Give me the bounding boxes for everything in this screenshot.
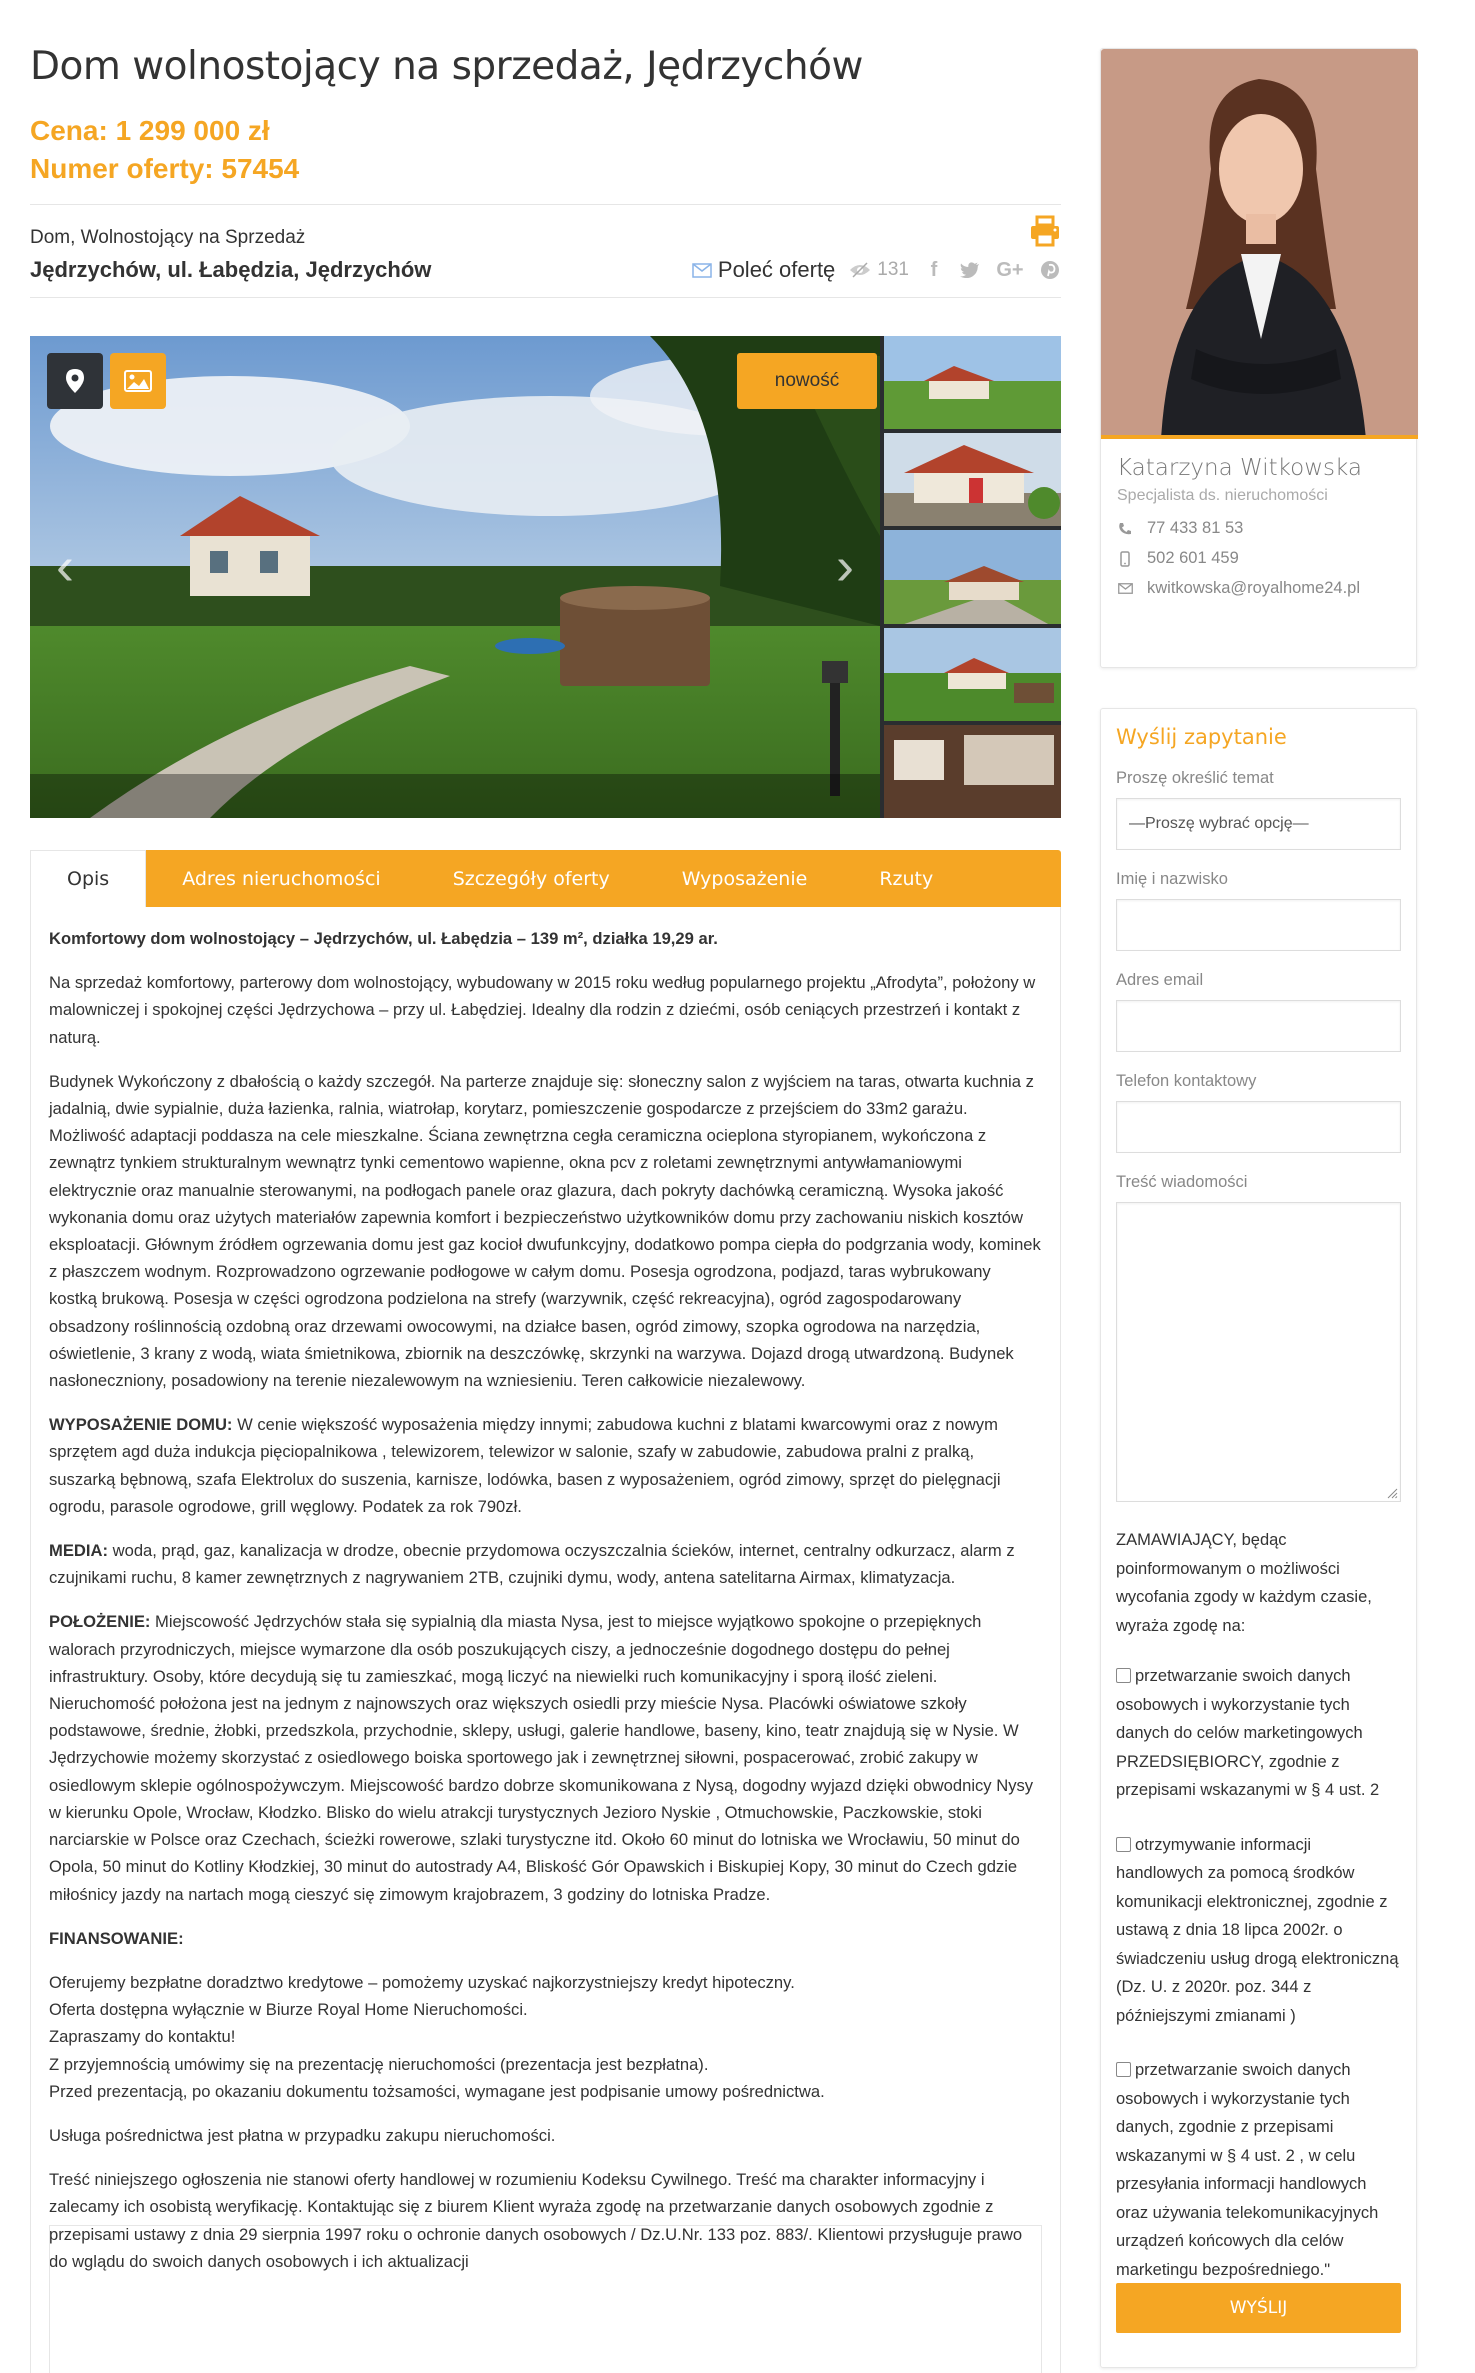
tab-floorplans[interactable]: Rzuty	[879, 867, 934, 890]
phone-input[interactable]	[1116, 1101, 1401, 1153]
envelope-icon	[692, 263, 712, 278]
views-count: 131	[877, 259, 909, 280]
description-paragraph: Budynek Wykończony z dbałością o każdy szczegół. Na parterze znajduje się: słoneczny salon z wyjściem na taras, otwarta kuchnia z jadalnią, dwie sypialnie, duża łazienka, ralnia, wiatrołap, korytarz, pomieszczenie gospodarcze z przejściem do 33m2 garażu. Możliwość adaptacji poddasza na cele mieszkalne. Ściana zewnętrzna cegła ceramiczna ocieplona styropianem, wykończona z zewnątrz tynkiem strukturalnym wewnątrz tynki cementowo wapienne, okna pcv z roletami zewnętrznymi antywłamaniowymi elektrycznie oraz manualnie sterowanymi, na podłogach panele oraz glazura, dach pokryty dachówką ceramiczną. Wysoka jakość wykonania domu oraz użytych materiałów zapewnia komfort i bezpieczeństwo użytkowników domu przy zachowaniu niskich kosztów eksploatacji. Głównym źródłem ogrzewania domu jest gaz kocioł dwufunkcyjny, dodatkowo pompa ciepła do podgrzania wody, kominek z płaszczem wodnym. Rozprowadzono ogrzewanie podłogowe w całym domu. Posesja ogrodzona, podjazd, taras wybrukowany kostką brukową. Posesja w części ogrodzona podzielona na strefy (warzywnik, część rekreacyjna), ogród zagospodarowany obsadzony roślinnością ozdobną oraz drzewami owocowymi, na działce basen, ogród zimowy, szopka ogrodowa na narzędzia, oświetlenie, 3 krany z wodą, wiata śmietnikowa, zbiornik na deszczówkę, skrzynki na warzywa. Dojazd drogą utwardzoną. Budynek nasłoneczniony, posadowiony na terenie niezalewowym na wzniesieniu. Teren całkowicie niezalewowy.	[49, 1071, 1041, 1391]
agent-role: Specjalista ds. nieruchomości	[1117, 487, 1328, 504]
tab-details[interactable]: Szczegóły oferty	[452, 867, 610, 890]
gallery-caption-bar	[30, 774, 880, 818]
agent-name: Katarzyna Witkowska	[1117, 455, 1363, 481]
recommend-label: Poleć ofertę	[717, 257, 836, 282]
name-label: Imię i nazwisko	[1116, 870, 1228, 888]
phone-icon	[1117, 520, 1133, 538]
media-paragraph: MEDIA: woda, prąd, gaz, kanalizacja w drodze, obecnie przydomowa oczyszczalnia ścieków, internet, centralny odkurzacz, alarm z czujnikami ruchu, 8 kamer zewnętrznych z nagrywaniem 2TB, czujniki dymu, wody, antena satelitarna Airmax, klimatyzacja.	[49, 1541, 1015, 1588]
section-label: POŁOŻENIE:	[49, 1612, 151, 1632]
tab-address[interactable]: Adres nieruchomości	[182, 867, 381, 890]
submit-button[interactable]: WYŚLIJ	[1116, 2283, 1401, 2333]
listing-main	[30, 40, 1061, 2373]
inquiry-form	[1100, 708, 1417, 2368]
subject-select[interactable]: —Proszę wybrać opcję—	[1116, 798, 1401, 850]
agent-phone[interactable]: 77 433 81 53	[1117, 519, 1416, 538]
property-type: Dom, Wolnostojący na Sprzedaż	[30, 227, 306, 248]
pinterest-icon[interactable]	[1039, 259, 1061, 281]
prev-arrow-icon[interactable]: ‹	[56, 536, 74, 596]
description-paragraph: Na sprzedaż komfortowy, parterowy dom wolnostojący, wybudowany w 2015 roku według popularnego projektu „Afrodyta”, położony w malowniczej i spokojnej części Jędrzychowa – przy ul. Łabędziej. Idealny dla rodzin z dziećmi, osób ceniących przestrzeń i kontakt z naturą.	[49, 973, 1036, 1047]
consent-checkbox[interactable]	[1116, 2062, 1131, 2077]
agent-email[interactable]: kwitkowska@royalhome24.pl	[1117, 579, 1416, 598]
tab-equipment[interactable]: Wyposażenie	[681, 867, 808, 890]
envelope-icon	[1117, 580, 1133, 598]
equipment-paragraph: WYPOSAŻENIE DOMU: W cenie większość wyposażenia między innymi; zabudowa kuchni z blatami kwarcowymi oraz z nowym sprzętem agd duża indukcja pięciopalnikowa , telewizorem, telewizor w salonie, szafy w zabudowie, zabudowa pralni z pralką, suszarką bębnową, szafa Elektrolux do suszenia, karnisze, lodówka, basen z wyposażeniem, ogród zimowy, sprzęt do pielęgnacji ogrodu, parasole ogrodowe, grill węglowy. Podatek za rok 790zł.	[49, 1415, 1001, 1516]
sidebar	[1100, 48, 1417, 2368]
disclaimer: Treść niniejszego ogłoszenia nie stanowi oferty handlowej w rozumieniu Kodeksu Cywilnego. Treść ma charakter informacyjny i zalecamy ich osobistą weryfikację. Kontaktując się z biurem Klient wyraża zgodę na przetwarzanie danych osobowych zgodnie z przepisami ustawy z dnia 29 sierpnia 1997 roku o ochronie danych osobowych / Dz.U.Nr. 133 poz. 883/. Klientowi przysługuje prawo do wglądu do swoich danych osobowych i ich aktualizacji	[49, 2170, 1023, 2271]
consent-intro: ZAMAWIAJĄCY, będąc poinformowanym o możliwości wycofania zgody w każdym czasie, wyraża zgodę na:	[1116, 1531, 1372, 1635]
message-label: Treść wiadomości	[1116, 1173, 1248, 1191]
consent-marketing: przetwarzanie swoich danych osobowych i wykorzystanie tych danych do celów marketingowych PRZEDSIĘBIORCY, zgodnie z przepisami wskazanymi w § 4 ust. 2	[1116, 1667, 1380, 1799]
new-badge: nowość	[737, 353, 877, 409]
image-icon	[124, 370, 152, 392]
form-title: Wyślij zapytanie	[1116, 725, 1287, 749]
price: Cena: 1 299 000 zł	[30, 115, 270, 146]
consent-electronic: otrzymywanie informacji handlowych za pomocą środków komunikacji elektronicznej, zgodnie z ustawą z dnia 18 lipca 2002r. o świadczeniu usług drogą elektroniczną (Dz. U. z 2020r. poz. 344 z późniejszymi zmianami )	[1116, 1835, 1399, 2025]
listing-actions	[692, 257, 1061, 283]
google-plus-icon[interactable]: G+	[996, 258, 1024, 281]
agent-card	[1100, 48, 1417, 668]
finance-lines: Oferujemy bezpłatne doradztwo kredytowe – pomożemy uzyskać najkorzystniejszy kredyt hipoteczny. Oferta dostępna wyłącznie w Biurze Royal Home Nieruchomości. Zapraszamy do kontaktu! Z przyjemnością umówimy się na prezentację nieruchomości (prezentacja jest bezpłatna). Przed prezentacją, po okazaniu dokumentu tożsamości, wymagane jest podpisanie umowy pośrednictwa.	[49, 1972, 825, 2101]
twitter-icon[interactable]	[959, 259, 981, 281]
agent-photo	[1101, 49, 1418, 439]
thumbnail[interactable]	[884, 530, 1061, 623]
thumbnail[interactable]	[884, 433, 1061, 526]
fee-note: Usługa pośrednictwa jest płatna w przypadku zakupu nieruchomości.	[49, 2125, 556, 2145]
gallery-button[interactable]	[110, 353, 166, 409]
section-label: FINANSOWANIE:	[49, 1928, 184, 1948]
finance-paragraph	[49, 1925, 1042, 1952]
tab-description[interactable]: Opis	[30, 850, 146, 907]
views-counter	[849, 259, 909, 281]
eye-slash-icon	[849, 262, 871, 278]
print-icon[interactable]	[1029, 215, 1061, 247]
description-lead: Komfortowy dom wolnostojący – Jędrzychów, ul. Łabędzia – 139 m², działka 19,29 ar.	[49, 929, 718, 948]
consent-direct-marketing: przetwarzanie swoich danych osobowych i wykorzystanie tych danych, zgodnie z przepisami wskazanymi w § 4 ust. 2 , w celu przesyłania informacji handlowych oraz używania telekomunikacyjnych urządzeń końcowych dla celów marketingu bezpośredniego."	[1116, 2061, 1379, 2279]
mobile-icon	[1117, 550, 1133, 568]
listing-tabs	[30, 850, 1061, 907]
section-label: MEDIA:	[49, 1541, 108, 1561]
facebook-icon[interactable]: f	[930, 258, 938, 281]
phone-label: Telefon kontaktowy	[1116, 1072, 1257, 1090]
subject-label: Proszę określić temat	[1116, 769, 1274, 787]
divider	[30, 297, 1061, 298]
recommend-button[interactable]	[692, 257, 835, 283]
email-input[interactable]	[1116, 1000, 1401, 1052]
info-row	[30, 205, 1061, 297]
next-arrow-icon[interactable]: ›	[836, 536, 854, 596]
photo-gallery	[30, 336, 1061, 818]
agent-contact	[1117, 519, 1416, 598]
section-label: WYPOSAŻENIE DOMU:	[49, 1415, 233, 1435]
resize-grip-icon[interactable]	[1386, 1487, 1398, 1499]
page-title: Dom wolnostojący na sprzedaż, Jędrzychów	[30, 44, 863, 89]
consent-checkbox[interactable]	[1116, 1837, 1131, 1852]
message-textarea[interactable]	[1116, 1202, 1401, 1502]
map-embed[interactable]	[49, 2225, 1042, 2373]
email-label: Adres email	[1116, 971, 1204, 989]
property-address: Jędrzychów, ul. Łabędzia, Jędrzychów	[30, 257, 432, 282]
agent-mobile[interactable]: 502 601 459	[1117, 549, 1416, 568]
location-paragraph: POŁOŻENIE: Miejscowość Jędrzychów stała się sypialnią dla miasta Nysa, jest to miejsce wyjątkowo spokojne o przepięknych walorach przyrodniczych, miejsce wymarzone dla osób poszukujących ciszy, a jednocześnie dogodnego dostępu do pełnej infrastruktury. Osoby, które decydują się tu zamieszkać, mogą liczyć na niewielki ruch komunikacyjny i sporą ilość zieleni. Nieruchomość położona jest na jednym z najnowszych oraz większych osiedli przy mieście Nysa. Placówki oświatowe szkoły podstawowe, średnie, żłobki, przedszkola, przychodnie, sklepy, usługi, galerie handlowe, baseny, kino, teatr znajdują się w Nysie. W Jędrzychowie możemy skorzystać z osiedlowego boiska sportowego jak i zewnętrznej siłowni, pospacerować, zrobić zakupy w osiedlowym sklepie ogólnospożywczym. Miejscowość bardzo dobrze skomunikowana z Nysą, dogodny wyjazd dzięki obwodnicy Nysy w kierunku Opole, Wrocław, Kłodzko. Blisko do wielu atrakcji turystycznych Jezioro Nyskie , Otmuchowskie, Paczkowskie, stoki narciarskie w Polsce oraz Czechach, ścieżki rowerowe, szlaki turystyczne itd. Około 60 minut do lotniska we Wrocławiu, 50 minut do Opola, 50 minut do Kotliny Kłodzkiej, 30 minut do autostrady A4, Bliskość Gór Opawskich i Biskupiej Kopy, 30 minut do Czech gdzie miłośnicy jazdy na nartach mogą cieszyć się zimowym krajobrazem, 3 godziny do lotniska Pradze.	[49, 1612, 1034, 1904]
thumbnail[interactable]	[884, 725, 1061, 818]
offer-number: Numer oferty: 57454	[30, 153, 300, 184]
thumbnail[interactable]	[884, 628, 1061, 721]
map-marker-icon	[66, 369, 84, 393]
name-input[interactable]	[1116, 899, 1401, 951]
consent-checkbox[interactable]	[1116, 1668, 1131, 1683]
description-panel	[30, 907, 1061, 2373]
map-marker-button[interactable]	[47, 353, 103, 409]
thumbnail[interactable]	[884, 336, 1061, 429]
thumbnail-strip	[884, 336, 1061, 818]
